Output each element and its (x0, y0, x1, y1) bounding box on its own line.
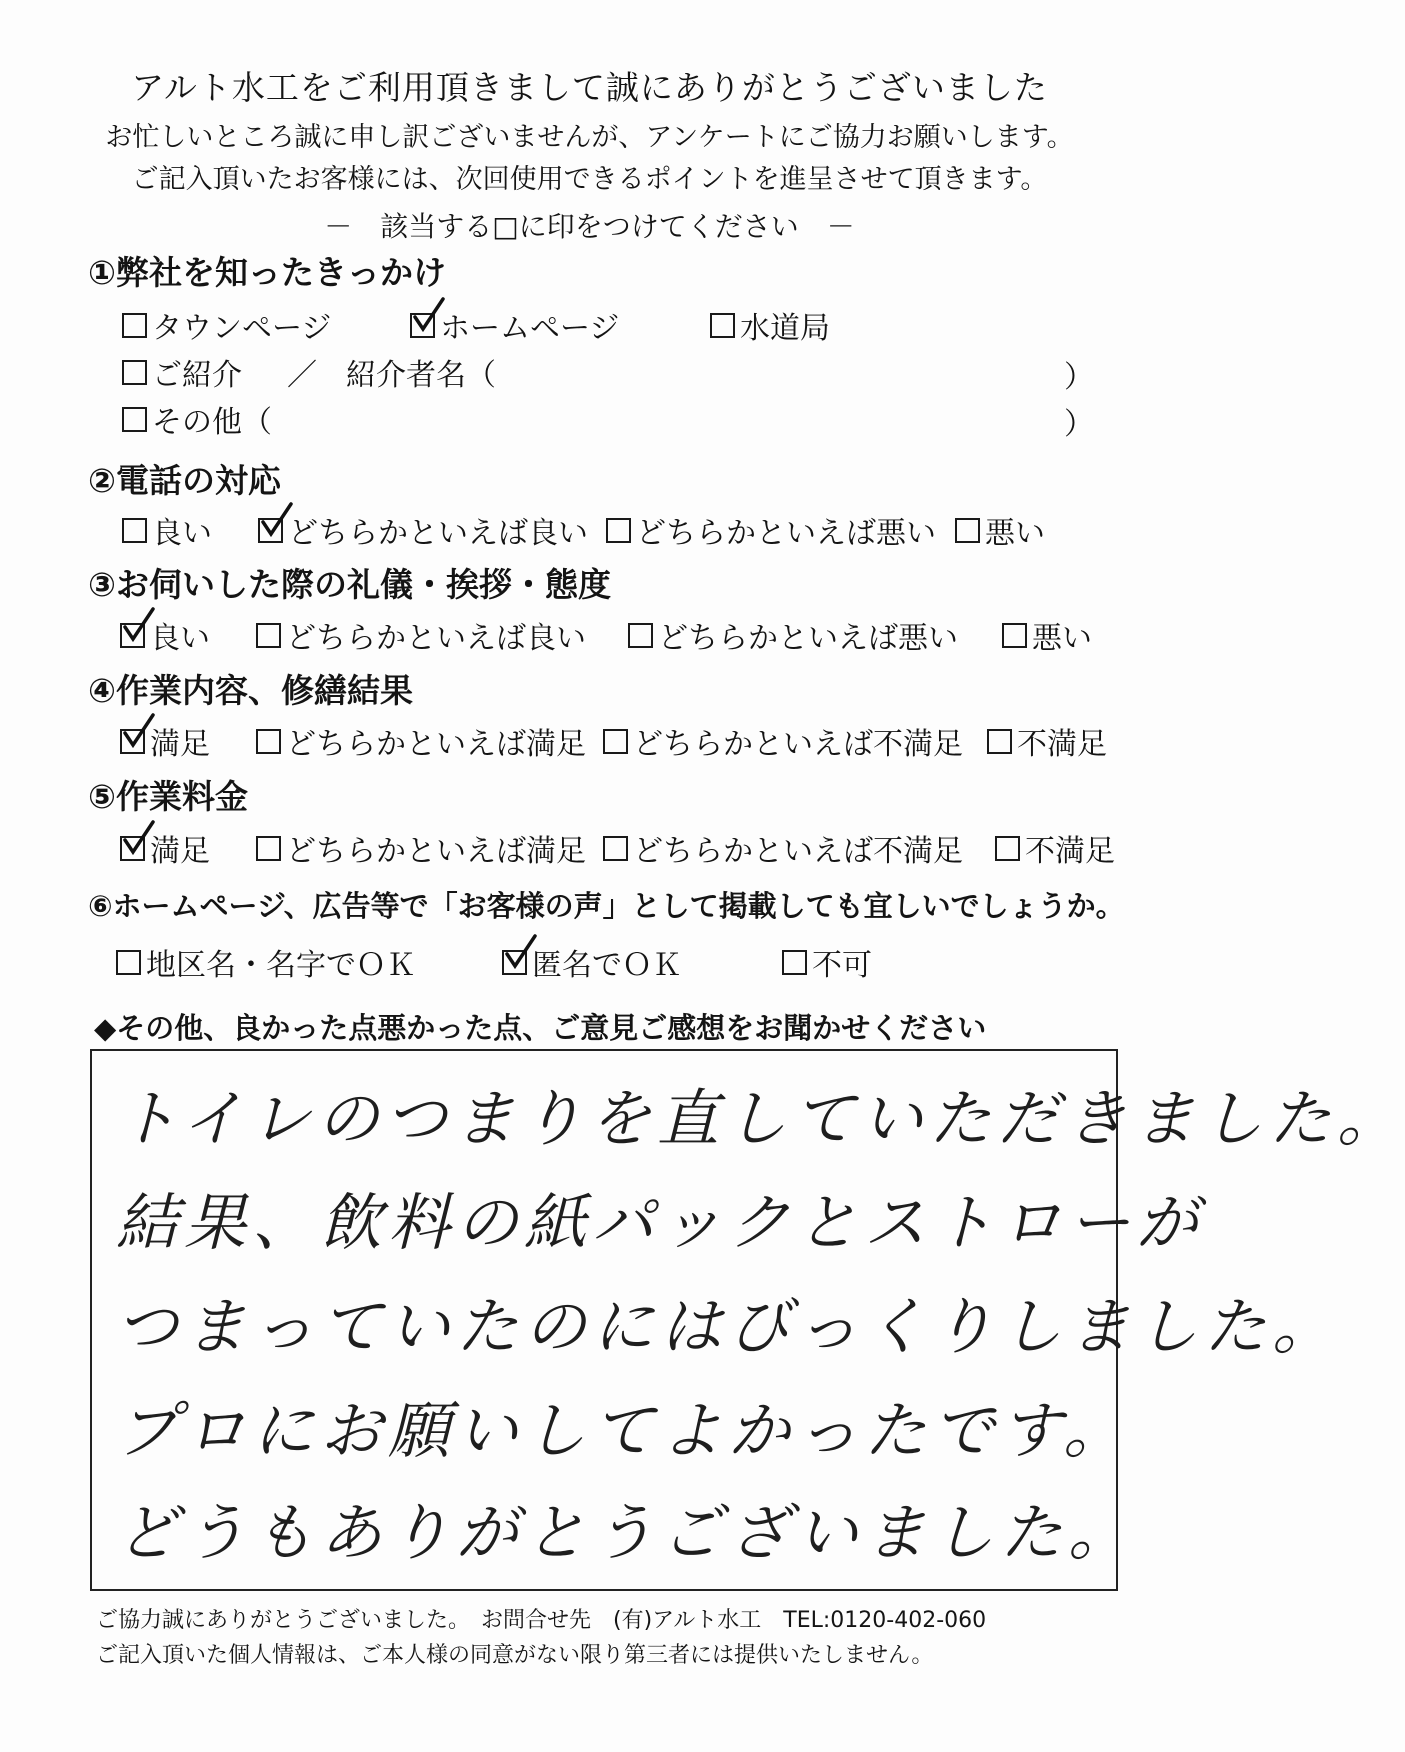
option-label: どちらかといえば良い (286, 621, 586, 656)
checkbox[interactable] (606, 518, 631, 543)
q1-option-other[interactable] (122, 397, 272, 441)
checkbox[interactable] (256, 836, 281, 861)
footer-privacy: ご記入頂いた個人情報は、ご本人様の同意がない限り第三者には提供いたしません。 (96, 1643, 934, 1668)
q5-title: ⑤作業料金 (88, 777, 248, 816)
q5-option-dissatisfied[interactable] (995, 826, 1115, 870)
option-label: ホームページ (440, 311, 620, 346)
q6-option-not-allowed[interactable] (782, 940, 872, 984)
checkbox[interactable] (122, 518, 147, 543)
referral-name-label: 紹介者名（ (346, 358, 496, 393)
q3-option-good[interactable] (120, 613, 210, 657)
handwritten-line: 結果、飲料の紙パックとストローが (116, 1186, 1205, 1259)
checkmark-icon (120, 715, 156, 753)
q4-option-satisfied[interactable] (120, 719, 210, 763)
option-label: 悪い (985, 516, 1045, 551)
checkbox[interactable] (502, 950, 527, 975)
option-label: 満足 (150, 834, 210, 869)
comments-box (90, 1049, 1405, 1591)
checkbox[interactable] (256, 623, 281, 648)
q4-title: ④作業内容、修繕結果 (88, 671, 413, 710)
handwritten-line: トイレのつまりを直していただきました。 (116, 1082, 1405, 1155)
option-label: 良い (150, 621, 210, 656)
checkbox[interactable] (120, 729, 145, 754)
option-label: ご紹介 (152, 358, 242, 393)
survey-intro-line: お忙しいところ誠に申し訳ございませんが、アンケートにご協力お願いします。 (105, 122, 1074, 153)
q6-option-anonymous-ok[interactable] (502, 940, 682, 984)
survey-instruction: － 該当する□に印をつけてください － (324, 210, 855, 243)
checkmark-icon (258, 504, 294, 542)
q1-option-homepage[interactable] (410, 303, 619, 347)
checkbox[interactable] (122, 407, 147, 432)
q1-option-water-bureau[interactable] (710, 303, 830, 347)
survey-title: アルト水工をご利用頂きまして誠にありがとうございました (131, 68, 1048, 107)
option-label: どちらかといえば悪い (636, 516, 936, 551)
option-label: どちらかといえば不満足 (633, 834, 963, 869)
checkbox[interactable] (603, 729, 628, 754)
q6-option-name-ok[interactable] (116, 940, 416, 984)
comments-title: ◆その他、良かった点悪かった点、ご意見ご感想をお聞かせください (94, 1011, 987, 1045)
referral-close-paren: ） (1064, 360, 1094, 395)
checkbox[interactable] (120, 623, 145, 648)
checkbox[interactable] (258, 518, 283, 543)
q4-option-somewhat-dissatisfied[interactable] (603, 719, 963, 763)
q1-option-referral[interactable] (122, 350, 242, 394)
option-label: どちらかといえば満足 (286, 727, 586, 762)
q4-option-somewhat-satisfied[interactable] (256, 719, 586, 763)
q1-title: ①弊社を知ったきっかけ (88, 253, 446, 292)
option-label: 不満足 (1025, 834, 1115, 869)
q5-option-somewhat-satisfied[interactable] (256, 826, 586, 870)
checkmark-icon (502, 936, 538, 974)
option-label: 不満足 (1017, 727, 1107, 762)
q1-option-town-page[interactable] (122, 303, 331, 347)
checkbox[interactable] (256, 729, 281, 754)
checkbox[interactable] (710, 313, 735, 338)
q2-option-good[interactable] (122, 508, 212, 552)
option-label: どちらかといえば満足 (286, 834, 586, 869)
q5-option-somewhat-dissatisfied[interactable] (603, 826, 963, 870)
option-label: どちらかといえば悪い (658, 621, 958, 656)
checkbox[interactable] (116, 950, 141, 975)
handwritten-line: どうもありがとうございました。 (116, 1496, 1137, 1569)
q3-title: ③お伺いした際の礼儀・挨拶・態度 (88, 565, 611, 604)
option-label: 悪い (1032, 621, 1092, 656)
checkbox[interactable] (987, 729, 1012, 754)
footer-contact: ご協力誠にありがとうございました。 お問合せ先 (有)アルト水工 TEL:0120-402-060 (96, 1608, 987, 1633)
checkbox[interactable] (122, 360, 147, 385)
option-label: 地区名・名字でＯＫ (146, 948, 416, 983)
checkbox[interactable] (122, 313, 147, 338)
checkbox[interactable] (628, 623, 653, 648)
option-label: どちらかといえば不満足 (633, 727, 963, 762)
handwritten-line: プロにお願いしてよかったです。 (116, 1394, 1132, 1467)
q4-option-dissatisfied[interactable] (987, 719, 1107, 763)
q2-title: ②電話の対応 (88, 461, 281, 500)
survey-points-line: ご記入頂いたお客様には、次回使用できるポイントを進呈させて頂きます。 (131, 164, 1048, 195)
checkbox[interactable] (955, 518, 980, 543)
referral-separator: ／ (287, 358, 317, 393)
q2-option-somewhat-bad[interactable] (606, 508, 936, 552)
option-label: タウンページ (152, 311, 332, 346)
checkmark-icon (120, 609, 156, 647)
option-label: 不可 (812, 948, 872, 983)
q3-option-somewhat-bad[interactable] (628, 613, 958, 657)
option-label: どちらかといえば良い (288, 516, 588, 551)
checkbox[interactable] (1002, 623, 1027, 648)
checkbox[interactable] (603, 836, 628, 861)
q6-title: ⑥ホームページ、広告等で「お客様の声」として掲載しても宜しいでしょうか。 (88, 889, 1125, 923)
handwritten-line: つまっていたのにはびっくりしました。 (116, 1290, 1341, 1363)
option-label: 水道局 (740, 311, 830, 346)
checkbox[interactable] (410, 313, 435, 338)
q2-option-somewhat-good[interactable] (258, 508, 588, 552)
option-label: 良い (152, 516, 212, 551)
option-label: 匿名でＯＫ (532, 948, 682, 983)
q3-option-bad[interactable] (1002, 613, 1092, 657)
checkmark-icon (120, 822, 156, 860)
checkbox[interactable] (995, 836, 1020, 861)
option-label: 満足 (150, 727, 210, 762)
q2-option-bad[interactable] (955, 508, 1045, 552)
checkbox[interactable] (120, 836, 145, 861)
q5-option-satisfied[interactable] (120, 826, 210, 870)
other-close-paren: ） (1064, 407, 1094, 442)
checkbox[interactable] (782, 950, 807, 975)
option-label: その他（ (152, 405, 272, 440)
checkmark-icon (410, 299, 446, 337)
q3-option-somewhat-good[interactable] (256, 613, 586, 657)
